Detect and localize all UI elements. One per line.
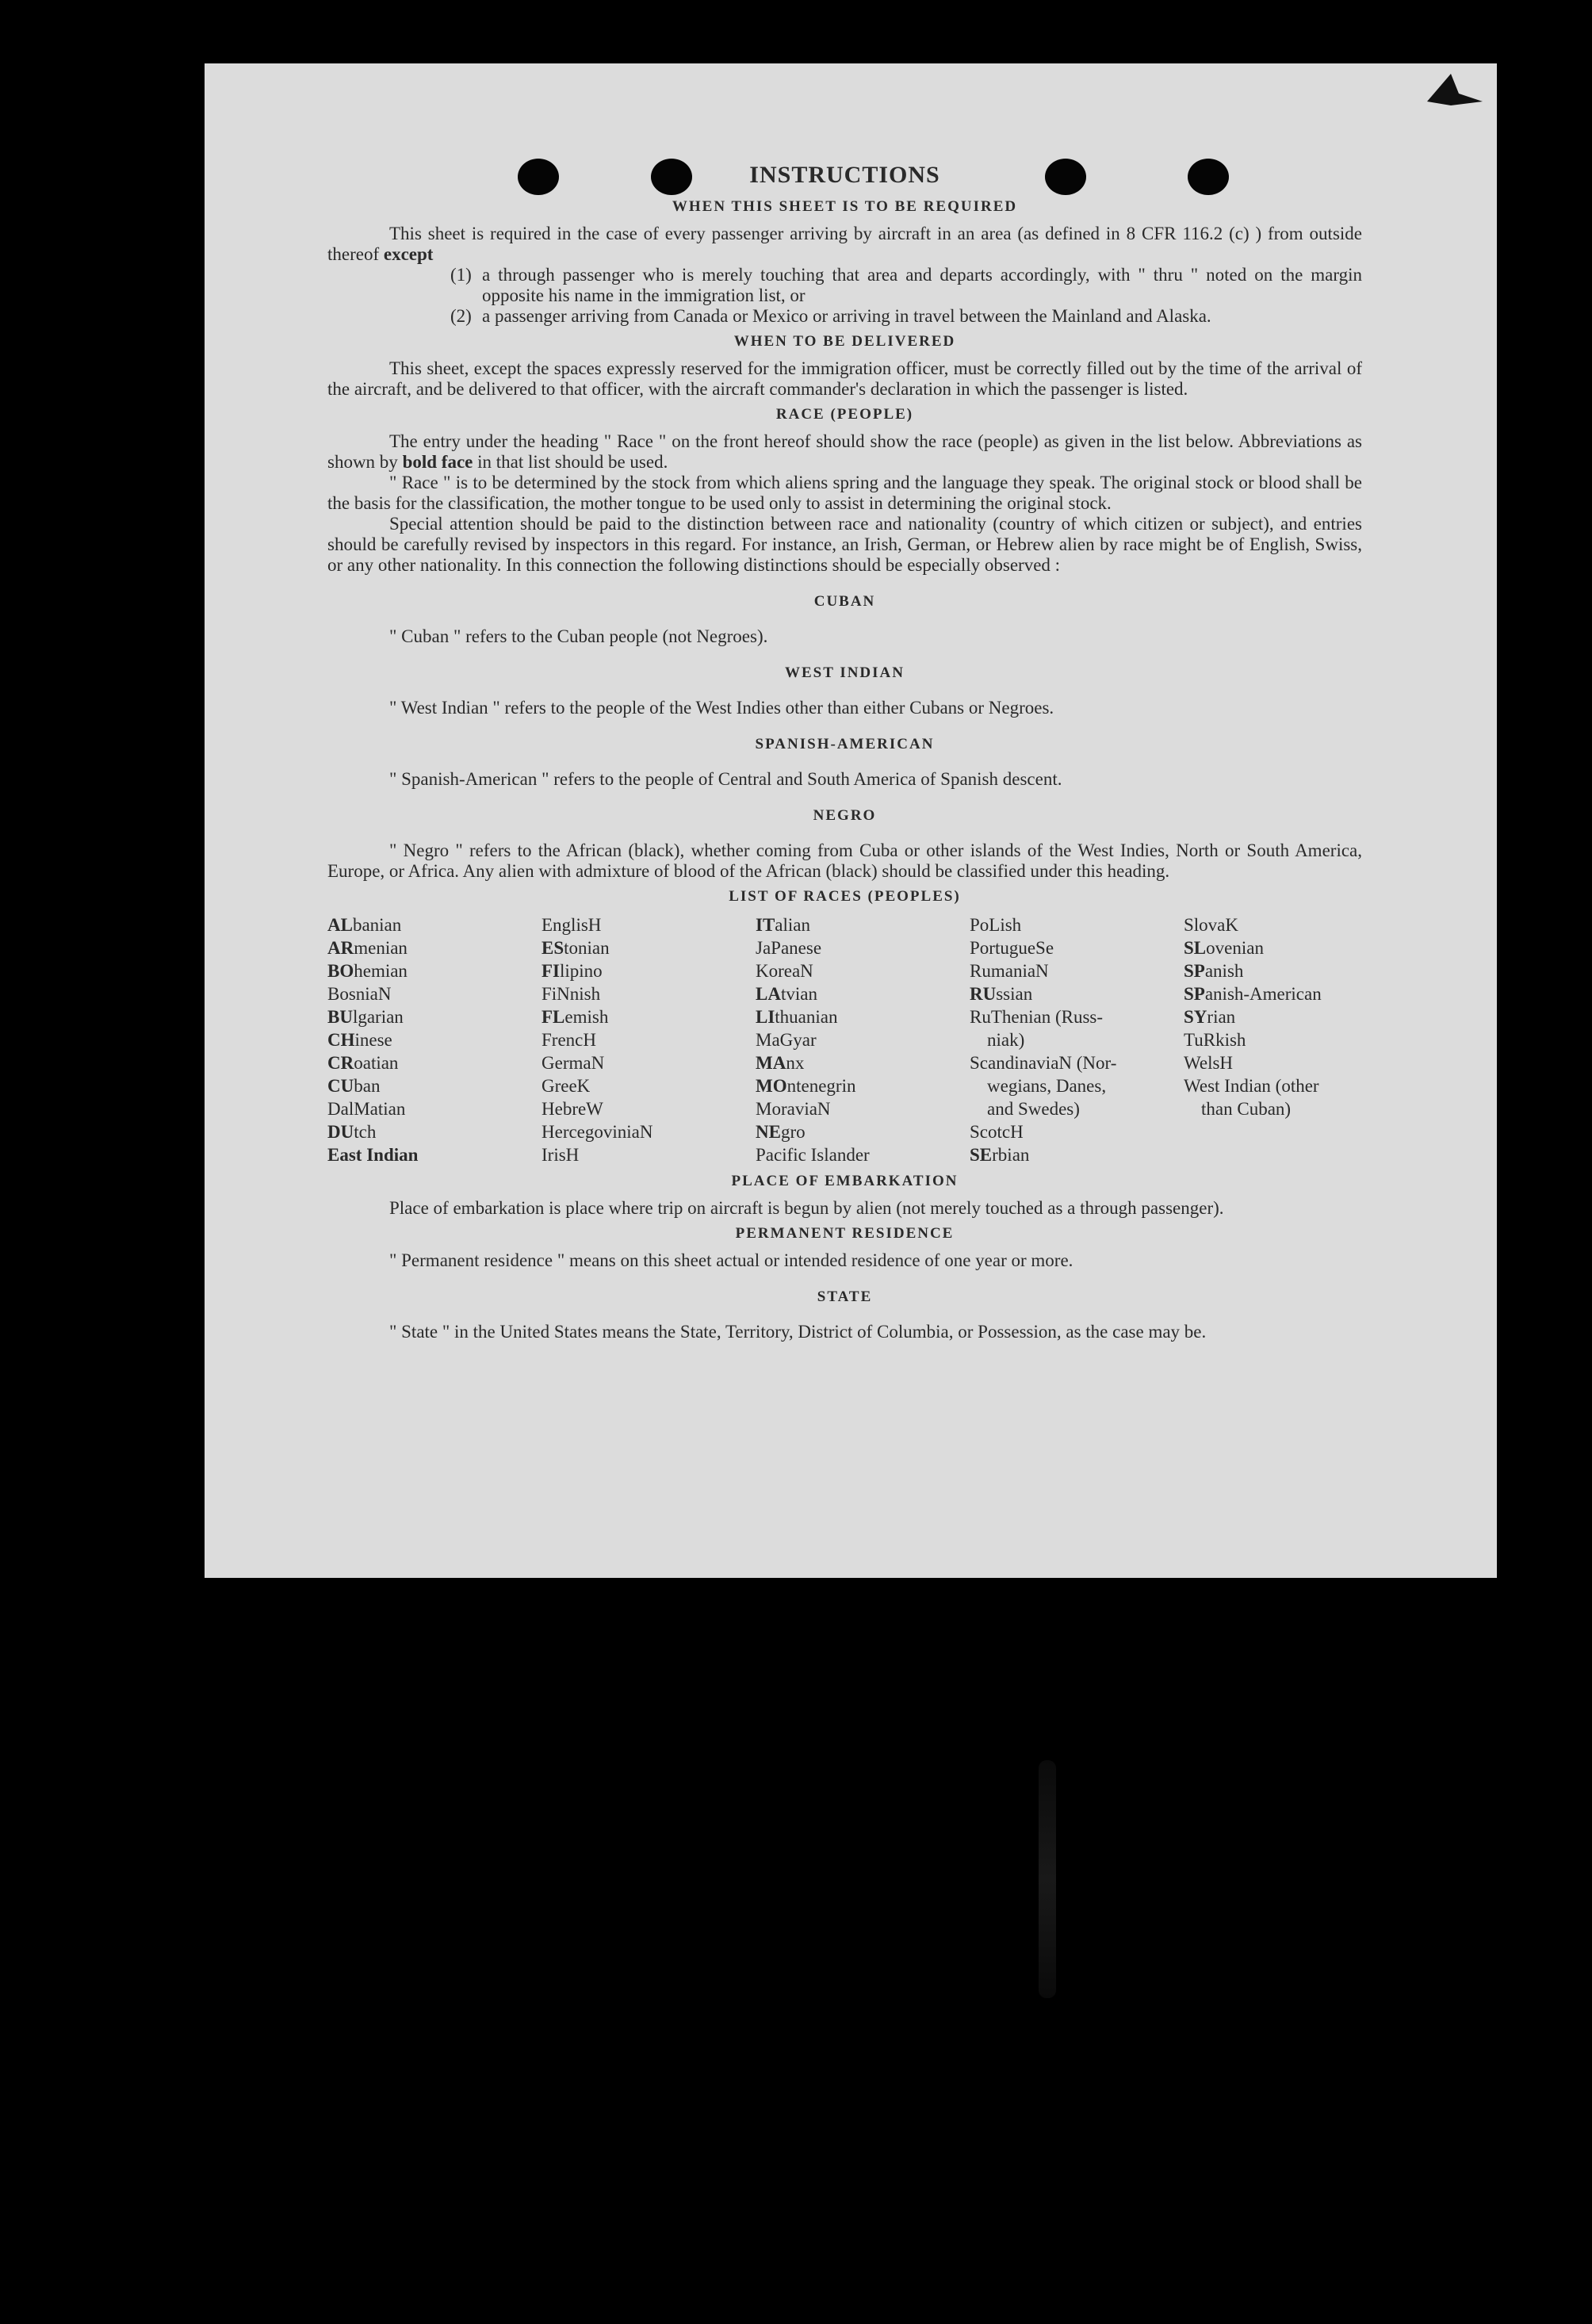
section-heading: STATE bbox=[817, 1288, 873, 1305]
section-heading: WHEN TO BE DELIVERED bbox=[733, 333, 956, 350]
race-entry: FiNnish bbox=[542, 984, 601, 1004]
race-entry: EStonian bbox=[542, 938, 610, 958]
race-entry: ScotcH bbox=[970, 1122, 1024, 1142]
list-item: (2) a passenger arriving from Canada or Mexico or arriving in travel between the Mainland and Alaska. bbox=[450, 306, 1211, 326]
race-entry: SlovaK bbox=[1184, 915, 1238, 935]
race-entry: BOhemian bbox=[327, 961, 408, 981]
race-entry: HebreW bbox=[542, 1099, 603, 1119]
race-entry: LAtvian bbox=[756, 984, 817, 1004]
race-entry: CUban bbox=[327, 1076, 381, 1096]
film-scratch bbox=[1039, 1760, 1056, 1998]
paragraph: " State " in the United States means the State, Territory, District of Columbia, or Possession, as the case may be. bbox=[389, 1322, 1207, 1342]
punch-hole bbox=[1045, 159, 1086, 195]
paragraph: " Race " is to be determined by the stock from which aliens spring and the language they speak. The original stock or blood shall be the basis for the classification, the mother tongue to be used only to assist in determining the original stock. bbox=[327, 473, 1362, 513]
paragraph: " Permanent residence " means on this sheet actual or intended residence of one year or more. bbox=[389, 1250, 1073, 1270]
race-entry: RUssian bbox=[970, 984, 1033, 1004]
race-entry: SPanish-American bbox=[1184, 984, 1322, 1004]
race-column bbox=[542, 913, 756, 1166]
page-title: INSTRUCTIONS bbox=[749, 162, 940, 188]
race-entry: CRoatian bbox=[327, 1053, 399, 1073]
race-entry: SErbian bbox=[970, 1145, 1030, 1165]
race-entry: wegians, Danes, bbox=[987, 1076, 1107, 1096]
paragraph: This sheet, except the spaces expressly reserved for the immigration officer, must be correctly filled out by the time of the arrival of the aircraft, and be delivered to that officer, with the aircraft commander's declaration in which the passenger is listed. bbox=[327, 358, 1362, 399]
race-entry: ScandinaviaN (Nor- bbox=[970, 1053, 1117, 1073]
race-entry: GermaN bbox=[542, 1053, 605, 1073]
section-heading: PLACE OF EMBARKATION bbox=[731, 1173, 959, 1189]
race-entry: ALbanian bbox=[327, 915, 402, 935]
section-heading: WEST INDIAN bbox=[785, 664, 905, 681]
punch-hole bbox=[1188, 159, 1229, 195]
section-heading: CUBAN bbox=[813, 593, 876, 610]
race-entry: GreeK bbox=[542, 1076, 591, 1096]
race-entry: and Swedes) bbox=[987, 1099, 1080, 1119]
race-entry: West Indian (other bbox=[1184, 1076, 1319, 1096]
race-entry: HercegoviniaN bbox=[542, 1122, 653, 1142]
paragraph: " Negro " refers to the African (black), whether coming from Cuba or other islands of the West Indies, North or South America, Europe, or Africa. Any alien with admixture of blood of the African (black) should be classified under this heading. bbox=[327, 840, 1362, 881]
race-entry: MaGyar bbox=[756, 1030, 817, 1050]
section-heading: SPANISH-AMERICAN bbox=[755, 736, 935, 752]
race-entry: Pacific Islander bbox=[756, 1145, 870, 1165]
paragraph: " West Indian " refers to the people of the West Indies other than either Cubans or Negroes. bbox=[389, 698, 1054, 718]
section-heading: LIST OF RACES (PEOPLES) bbox=[729, 888, 961, 905]
race-entry: SPanish bbox=[1184, 961, 1244, 981]
section-heading: PERMANENT RESIDENCE bbox=[735, 1225, 955, 1242]
race-entry: ARmenian bbox=[327, 938, 408, 958]
paragraph: " Spanish-American " refers to the people of Central and South America of Spanish descent. bbox=[389, 769, 1062, 789]
paragraph: Special attention should be paid to the distinction between race and nationality (country of which citizen or subject), and entries should be carefully revised by inspectors in this regard. For instance, an Irish, German, or Hebrew alien by race might be of English, Swiss, or any other nationality. In this connection the following distinctions should be especially observed : bbox=[327, 514, 1362, 575]
document-sheet bbox=[205, 63, 1497, 1578]
race-entry: IrisH bbox=[542, 1145, 580, 1165]
race-entry: East Indian bbox=[327, 1145, 419, 1165]
race-entry: FIlipino bbox=[542, 961, 603, 981]
list-item: (1) a through passenger who is merely touching that area and departs accordingly, with " thru " noted on the margin opposite his name in the immigration list, or bbox=[450, 265, 1362, 305]
race-entry: DalMatian bbox=[327, 1099, 406, 1119]
race-entry: NEgro bbox=[756, 1122, 806, 1142]
section-heading: NEGRO bbox=[813, 807, 877, 824]
race-entry: TuRkish bbox=[1184, 1030, 1246, 1050]
race-column bbox=[970, 913, 1184, 1166]
race-entry: MOntenegrin bbox=[756, 1076, 856, 1096]
race-entry: PoLish bbox=[970, 915, 1022, 935]
race-entry: CHinese bbox=[327, 1030, 392, 1050]
race-entry: niak) bbox=[987, 1030, 1025, 1050]
paragraph: The entry under the heading " Race " on the front hereof should show the race (people) as given in the list below. Abbreviations as shown by bold face in that list should be used. bbox=[327, 431, 1362, 472]
race-entry: BosniaN bbox=[327, 984, 392, 1004]
section-heading: RACE (PEOPLE) bbox=[775, 406, 914, 423]
race-entry: MoraviaN bbox=[756, 1099, 831, 1119]
race-entry: SYrian bbox=[1184, 1007, 1236, 1027]
race-entry: WelsH bbox=[1184, 1053, 1234, 1073]
race-entry: RumaniaN bbox=[970, 961, 1049, 981]
race-list bbox=[327, 913, 1362, 1166]
race-entry: BUlgarian bbox=[327, 1007, 404, 1027]
torn-corner bbox=[1403, 70, 1491, 117]
section-heading: WHEN THIS SHEET IS TO BE REQUIRED bbox=[672, 198, 1018, 215]
race-entry: DUtch bbox=[327, 1122, 377, 1142]
race-column bbox=[756, 913, 970, 1166]
race-entry: PortugueSe bbox=[970, 938, 1054, 958]
paragraph: This sheet is required in the case of every passenger arriving by aircraft in an area (as defined in 8 CFR 116.2 (c) ) from outside thereof except bbox=[327, 224, 1362, 264]
race-entry: EnglisH bbox=[542, 915, 602, 935]
race-entry: ITalian bbox=[756, 915, 810, 935]
race-entry: KoreaN bbox=[756, 961, 813, 981]
race-entry: than Cuban) bbox=[1201, 1099, 1292, 1119]
race-entry: MAnx bbox=[756, 1053, 805, 1073]
race-entry: FLemish bbox=[542, 1007, 609, 1027]
race-column bbox=[1184, 913, 1382, 1166]
race-column bbox=[327, 913, 542, 1166]
punch-hole bbox=[651, 159, 692, 195]
race-entry: SLovenian bbox=[1184, 938, 1264, 958]
paragraph: " Cuban " refers to the Cuban people (not Negroes). bbox=[389, 626, 768, 646]
race-entry: RuThenian (Russ- bbox=[970, 1007, 1104, 1027]
punch-hole bbox=[518, 159, 559, 195]
race-entry: JaPanese bbox=[756, 938, 822, 958]
race-entry: LIthuanian bbox=[756, 1007, 838, 1027]
paragraph: Place of embarkation is place where trip on aircraft is begun by alien (not merely touched as a through passenger). bbox=[389, 1198, 1224, 1218]
race-entry: FrencH bbox=[542, 1030, 596, 1050]
